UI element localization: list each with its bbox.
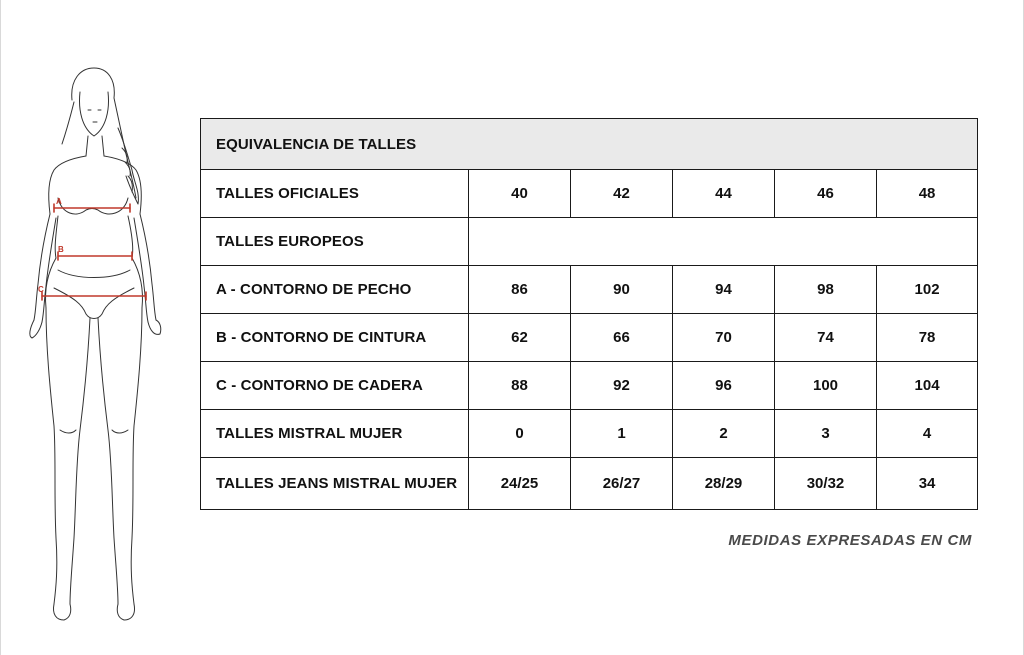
- table-cell: 40: [469, 170, 571, 218]
- table-cell: 0: [469, 410, 571, 458]
- row-label: TALLES JEANS MISTRAL MUJER: [201, 458, 469, 510]
- table-cell: 70: [673, 314, 775, 362]
- table-cell: 104: [877, 362, 978, 410]
- left-foot: [53, 604, 70, 620]
- table-cell: 62: [469, 314, 571, 362]
- table-cell: 48: [877, 170, 978, 218]
- left-arm: [34, 214, 50, 320]
- table-cell: 42: [571, 170, 673, 218]
- table-cell: 26/27: [571, 458, 673, 510]
- table-row: [201, 314, 978, 362]
- table-cell: 92: [571, 362, 673, 410]
- table-row: [201, 410, 978, 458]
- briefs-outline: [54, 288, 134, 319]
- row-label: TALLES EUROPEOS: [201, 218, 469, 266]
- table-cell: 24/25: [469, 458, 571, 510]
- table-cell: 90: [571, 266, 673, 314]
- marker-b: B: [58, 245, 64, 254]
- row-label: TALLES MISTRAL MUJER: [201, 410, 469, 458]
- row-label: TALLES OFICIALES: [201, 170, 469, 218]
- table-cell: 34: [877, 458, 978, 510]
- body-measurement-figure: [14, 58, 184, 630]
- table-row: [201, 458, 978, 510]
- right-leg-outer: [131, 308, 142, 604]
- marker-c: C: [38, 285, 44, 294]
- bust-outline: [58, 198, 128, 214]
- right-hand: [148, 320, 161, 334]
- table-row: [201, 218, 978, 266]
- table-row: [201, 170, 978, 218]
- right-leg-inner: [98, 318, 118, 604]
- row-label: B - CONTORNO DE CINTURA: [201, 314, 469, 362]
- left-hand: [30, 320, 42, 338]
- table-cell: 94: [673, 266, 775, 314]
- face-outline: [80, 92, 109, 136]
- table-cell: 102: [877, 266, 978, 314]
- table-cell: 30/32: [775, 458, 877, 510]
- table-cell: 78: [877, 314, 978, 362]
- left-leg-outer: [46, 308, 57, 604]
- table-cell: 4: [877, 410, 978, 458]
- size-equivalence-table: [200, 118, 978, 510]
- table-cell: 74: [775, 314, 877, 362]
- table-row: [201, 362, 978, 410]
- page-edge-left: [0, 0, 1, 655]
- empty-cell: [469, 218, 978, 266]
- table-cell: 44: [673, 170, 775, 218]
- row-label: A - CONTORNO DE PECHO: [201, 266, 469, 314]
- table-cell: 86: [469, 266, 571, 314]
- table-cell: 28/29: [673, 458, 775, 510]
- row-label: C - CONTORNO DE CADERA: [201, 362, 469, 410]
- left-leg-inner: [70, 318, 90, 604]
- table-title: EQUIVALENCIA DE TALLES: [201, 119, 978, 170]
- table-row: [201, 266, 978, 314]
- table-cell: 46: [775, 170, 877, 218]
- units-note: MEDIDAS EXPRESADAS EN CM: [728, 532, 972, 549]
- table-cell: 1: [571, 410, 673, 458]
- table-cell: 66: [571, 314, 673, 362]
- table-cell: 96: [673, 362, 775, 410]
- table-cell: 3: [775, 410, 877, 458]
- table-cell: 88: [469, 362, 571, 410]
- table-header-row: [201, 119, 978, 170]
- table-cell: 98: [775, 266, 877, 314]
- table-cell: 2: [673, 410, 775, 458]
- left-hip: [45, 258, 56, 308]
- table-cell: 100: [775, 362, 877, 410]
- marker-a: A: [56, 197, 62, 206]
- right-foot: [117, 604, 134, 620]
